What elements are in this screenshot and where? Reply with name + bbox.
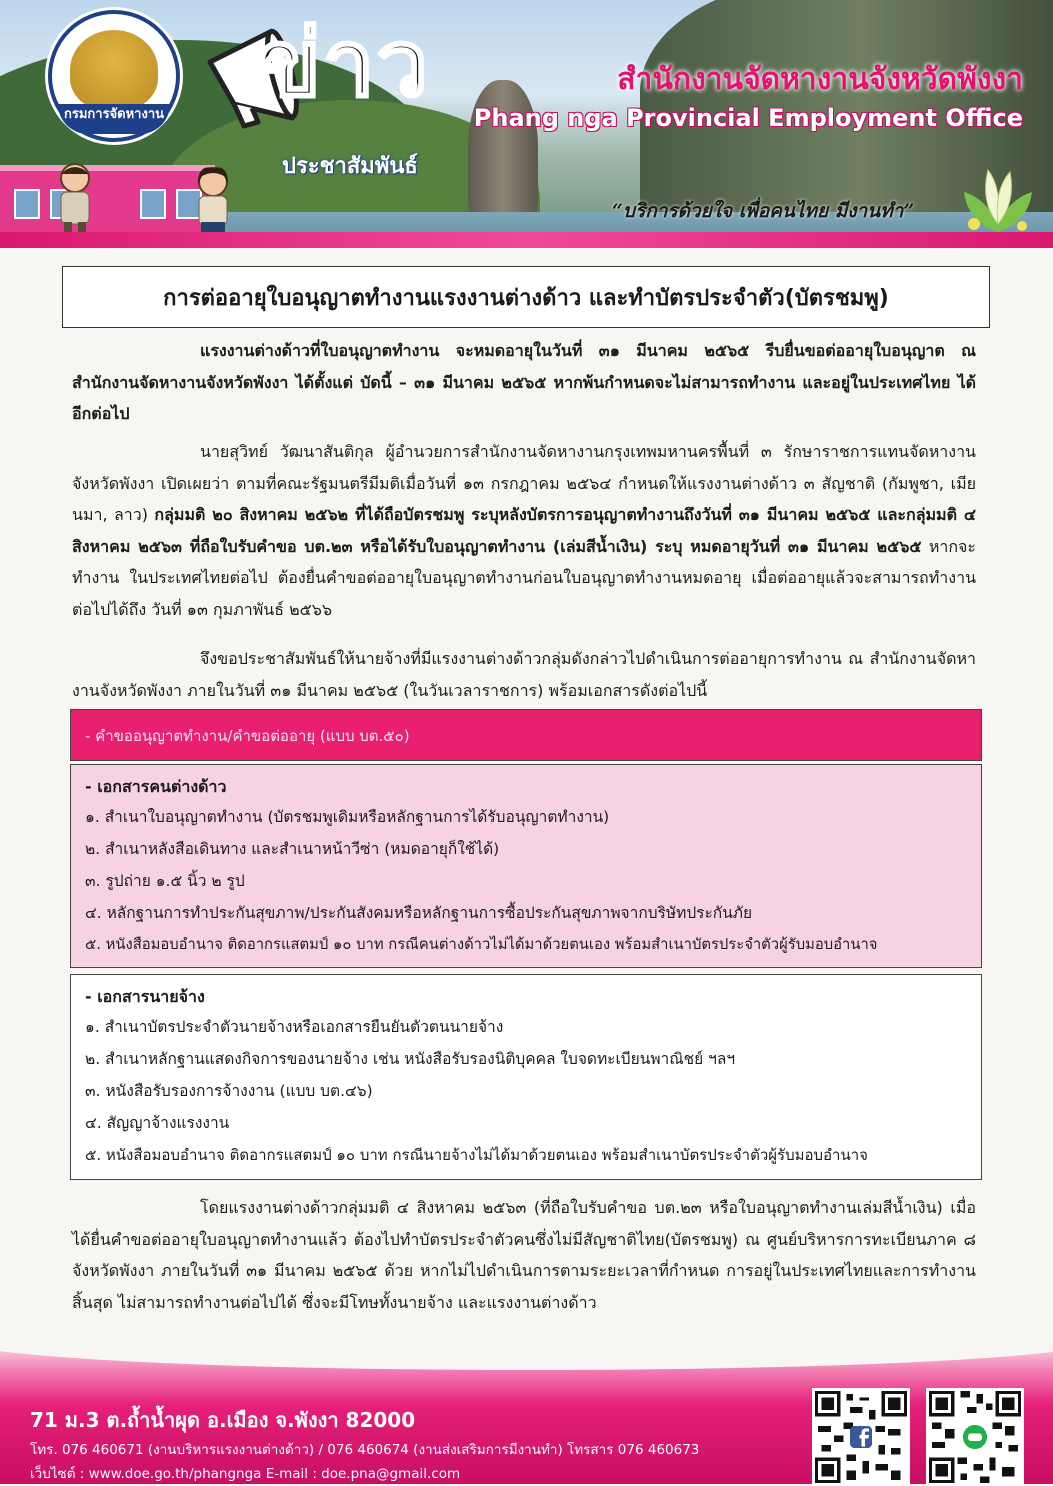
seal-emblem — [70, 30, 158, 110]
intro-text: แรงงานต่างด้าวที่ใบอนุญาตทำงาน จะหมดอายุในวันที่ ๓๑ มีนาคม ๒๕๖๕ รีบยื่นขอต่ออายุใบอนุญาต ณ สำนักงานจัดหางานจังหวัดพังงา ได้ตั้งแต่ บัดนี้ – ๓๑ มีนาคม ๒๕๖๕ หากพ้นกำหนดจะไม่สามารถทำงาน และอยู่ในประเทศไทย ได้อีกต่อไป — [72, 341, 976, 423]
foreign-doc-item: ๑. สำเนาใบอนุญาตทำงาน (บัตรชมพูเดิมหรือหลักฐานการได้รับอนุญาตทำงาน) — [85, 808, 610, 826]
employer-doc-item: ๑. สำเนาบัตรประจำตัวนายจ้างหรือเอกสารยืนยันตัวตนนายจ้าง — [85, 1018, 504, 1036]
form-requirement-box — [70, 709, 982, 761]
employer-documents-box — [70, 974, 982, 1180]
seal-text: กรมการจัดหางาน — [58, 104, 170, 134]
employer-doc-item: ๔. สัญญาจ้างแรงงาน — [85, 1114, 230, 1132]
doe-seal-logo — [48, 10, 180, 142]
closing-text: โดยแรงงานต่างด้าวกลุ่มมติ ๔ สิงหาคม ๒๕๖๓ (ที่ถือใบรับคำขอ บต.๒๓ หรือใบอนุญาตทำงานเล่มสีน้ำเงิน) เมื่อได้ยื่นคำขอต่ออายุใบอนุญาตทำงานแล้ว ต้องไปทำบัตรประจำตัวคนซึ่งไม่มีสัญชาติไทย(บัตรชมพู) ณ ศูนย์บริหารการทะเบียนภาค ๘ จังหวัดพังงา ภายในวันที่ ๓๑ มีนาคม ๒๕๖๕ ด้วย หากไม่ไปดำเนินการตามระยะเวลาที่กำหนด การอยู่ในประเทศไทยและการทำงานสิ้นสุด ไม่สามารถทำงานต่อไปได้ ซึ่งจะมีโทษทั้งนายจ้าง และแรงงานต่างด้าว — [72, 1198, 976, 1312]
foreign-doc-item: ๔. หลักฐานการทำประกันสุขภาพ/ประกันสังคมหรือหลักฐานการซื้อประกันสุขภาพจากบริษัทประกันภัย — [85, 904, 753, 922]
intro-paragraph — [72, 335, 976, 430]
footer-wave-shape — [0, 1340, 1053, 1370]
header-banner — [0, 0, 1053, 248]
facebook-qr-code-icon[interactable] — [812, 1388, 910, 1486]
employer-docs-heading: - เอกสารนายจ้าง — [85, 987, 205, 1006]
office-name-thai: สำนักงานจัดหางานจังหวัดพังงา — [617, 62, 1023, 97]
closing-paragraph — [72, 1192, 976, 1318]
news-title-word: ข่าว — [258, 10, 431, 117]
body1-part-c: หากจะทำงาน ในประเทศไทยต่อไป ต้องยื่นคำขอต่ออายุใบอนุญาตทำงานก่อนใบอนุญาตทำงานหมดอายุ เมื่อต่ออายุแล้วจะสามารถทำงานต่อไปได้ถึง วันที่ ๑๓ กุมภาพันธ์ ๒๕๖๖ — [72, 536, 976, 619]
document-title: การต่ออายุใบอนุญาตทำงานแรงงานต่างด้าว และทำบัตรประจำตัว(บัตรชมพู) — [62, 266, 990, 328]
line-qr-code-icon[interactable] — [926, 1388, 1024, 1486]
foreign-worker-documents-box — [70, 764, 982, 968]
office-name-english: Phang nga Provincial Employment Office — [473, 104, 1023, 132]
body1-part-b: กลุ่มมติ ๒๐ สิงหาคม ๒๕๖๒ ที่ได้ถือบัตรชมพู ระบุหลังบัตรการอนุญาตทำงานถึงวันที่ ๓๑ มีนาคม ๒๕๖๕ และกลุ่มมติ ๔ สิงหาคม ๒๕๖๓ ที่ถือใบรับคำขอ บต.๒๓ หรือได้รับใบอนุญาตทำงาน (เล่มสีน้ำเงิน) ระบุ หมดอายุวันที่ ๓๑ มีนาคม ๒๕๖๕ — [72, 505, 976, 556]
office-building-illustration — [0, 165, 215, 241]
lotus-flower-icon — [958, 162, 1038, 234]
foreign-doc-item: ๕. หนังสือมอบอำนาจ ติดอากรแสตมป์ ๑๐ บาท กรณีคนต่างด้าวไม่ได้มาด้วยตนเอง พร้อมสำเนาบัตรประจำตัวผู้รับมอบอำนาจ — [85, 936, 878, 953]
office-slogan: “บริการด้วยใจ เพื่อคนไทย มีงานทำ” — [612, 200, 915, 222]
office-phone-numbers: โทร. 076 460671 (งานบริหารแรงงานต่างด้าว) / 076 460674 (งานส่งเสริมการมีงานทำ) โทรสาร 076 460673 — [30, 1442, 700, 1458]
body-paragraph-2 — [72, 643, 976, 706]
office-web-email: เว็บไซต์ : www.doe.go.th/phangnga E-mail : doe.pna@gmail.com — [30, 1466, 461, 1482]
employer-doc-item: ๓. หนังสือรับรองการจ้างงาน (แบบ บต.๔๖) — [85, 1082, 373, 1100]
employer-doc-item: ๕. หนังสือมอบอำนาจ ติดอากรแสตมป์ ๑๐ บาท กรณีนายจ้างไม่ได้มาด้วยตนเอง พร้อมสำเนาบัตรประจำตัวผู้รับมอบอำนาจ — [85, 1146, 868, 1164]
body-paragraph-1 — [72, 436, 976, 625]
office-address: 71 ม.3 ต.ถ้ำน้ำผุด อ.เมือง จ.พังงา 82000 — [30, 1408, 416, 1432]
body1-part-a: นายสุวิทย์ วัฒนาสันติกุล ผู้อำนวยการสำนักงานจัดหางานกรุงเทพมหานครพื้นที่ ๓ รักษาราชการแทนจัดหางานจังหวัดพังงา เปิดเผยว่า ตามที่คณะรัฐมนตรีมีมติเมื่อวันที่ ๑๓ กรกฎาคม ๒๕๖๔ กำหนดให้แรงงานต่างด้าว ๓ สัญชาติ (กัมพูชา, เมียนมา, ลาว) — [72, 442, 977, 524]
employer-doc-item: ๒. สำเนาหลักฐานแสดงกิจการของนายจ้าง เช่น หนังสือรับรองนิติบุคคล ใบจดทะเบียนพาณิชย์ ฯลฯ — [85, 1050, 736, 1068]
limestone-rock — [468, 80, 538, 230]
form-requirement-text: - คำขออนุญาตทำงาน/คำขอต่ออายุ (แบบ บต.๕๐) — [85, 727, 410, 745]
cartoon-boy-icon — [52, 162, 98, 232]
foreign-doc-item: ๓. รูปถ่าย ๑.๕ นิ้ว ๒ รูป — [85, 872, 245, 890]
foreign-doc-item: ๒. สำเนาหลังสือเดินทาง และสำเนาหน้าวีซ่า (หมดอายุก็ใช้ได้) — [85, 840, 500, 858]
foreign-docs-heading: - เอกสารคนต่างด้าว — [85, 777, 227, 796]
pr-subtitle: ประชาสัมพันธ์ — [282, 154, 418, 179]
cartoon-girl-icon — [190, 166, 236, 236]
body2-text: จึงขอประชาสัมพันธ์ให้นายจ้างที่มีแรงงานต่างด้าวกลุ่มดังกล่าวไปดำเนินการต่ออายุการทำงาน ณ สำนักงานจัดหางานจังหวัดพังงา ภายในวันที่ ๓๑ มีนาคม ๒๕๖๕ (ในวันเวลาราชการ) พร้อมเอกสารดังต่อไปนี้ — [72, 649, 976, 700]
banner-pink-stripe — [0, 232, 1053, 248]
